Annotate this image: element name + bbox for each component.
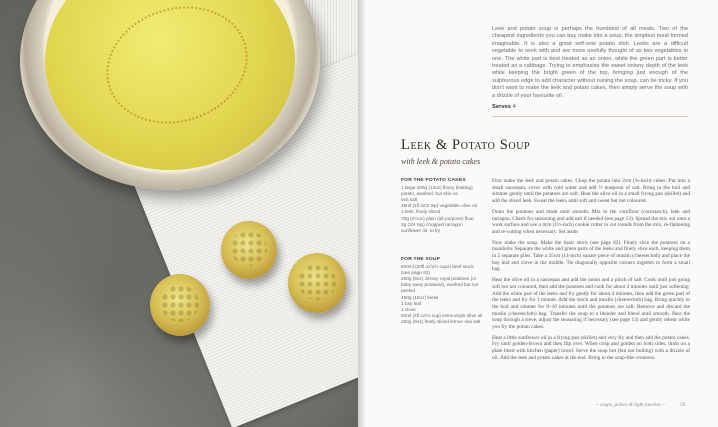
page-gutter (358, 0, 366, 427)
potato-cake (150, 274, 210, 336)
recipe-subtitle: with leek & potato cakes (401, 157, 481, 166)
method-text (492, 178, 690, 366)
ingredient-item: 25ml (1fl oz/2 tsp) vegetable olive oil (401, 203, 477, 209)
method-step: Heat a little sunflower oil in a frying pan (skillet) and very fry and then add the potato cakes. Fry until golden-brown and then flip over. When crisp and golden on both sides, drain on a plate lined with kitchen (paper) towel. Serve the soup hot (but not boiling) with a drizzle of oil. Add the leek and potato cakes at the end. Bring to the soup-like croutons. (492, 334, 690, 361)
page-number: 59 (680, 402, 686, 408)
potato-cake (221, 221, 277, 279)
ingredient-item: 2g (2/4 tsp) chopped tarragon (401, 221, 463, 227)
divider (492, 116, 688, 117)
ingredient-item: sunflower oil, to fry (401, 227, 441, 233)
recipe-title: Leek & Potato Soup (401, 137, 531, 153)
serves-value: 4 (512, 104, 516, 110)
ingredients-soup (401, 257, 484, 325)
serves-label: Serves (492, 104, 512, 110)
serves-line (492, 104, 516, 110)
intro-paragraph: Leek and potato soup is perhaps the humblest of all meals. Two of the cheapest ingredients you can buy make into a soup, the simplest meal formed imaginable. It is also a great self-sow potato dish. Leeks are a difficult vegetable to work with and are more usefully thought of as two vegetables in one. The white part is best treated as an onion, while the green part is better treated as a cabbage. Trying to emphasise the sweet oniony depth of the leek while keeping the bright green of the top, bringing just enough of the sulphurous edge to add character without ruining the soup, can be tricky. If you don't want to make the leek and potato cakes, then simply serve the soup with a drizzle of your favourite oil. (492, 26, 688, 99)
ingredient-item: 60ml (2fl oz/¼ cup) extra-virgin olive oil (401, 312, 483, 318)
method-step: First make the leek and potato cakes. Chop the potato into 2cm (¾-inch) cubes. Put into a small saucepan, cover with cold water and add ½ teaspoon of salt. Bring to the boil and simmer gently until the potatoes are soft. Heat the olive oil in a small frying pan (skillet) and add the sliced leek. Sweat the leeks until soft and sweet but not coloured. (492, 178, 690, 205)
method-step: Drain the potatoes and mash until smooth. Mix in the cornflour (cornstarch), leek and tarragon. Check for seasoning and add salt if needed (see page 13). Spread the mix out onto a work surface and use a 4cm (1½-inch) cookie cutter to cut rounds from the mix, re-flattening and re-cutting when necessary. Set aside. (492, 208, 690, 235)
ingredient-item: 450g (16oz) leeks (401, 294, 439, 300)
potato-cake (288, 253, 346, 313)
ingredient-heading: FOR THE POTATO CAKES (401, 178, 466, 183)
running-head: ~ soups, pulses & light lunches ~ (596, 402, 665, 408)
ingredient-item: 70g (2½oz) plain (all-purpose) flour (401, 215, 474, 221)
method-step: Heat the olive oil in a saucepan and add the onion and a pinch of salt. Cook until just going soft but not coloured, then add the potatoes and cook for about 4 minutes until just softening. Add the white part of the leeks and fry gently for about 4 minutes, then add the green part of the leeks and fry for 1 minute. Add the stock and muslin (cheesecloth) bag. Bring quickly to the boil and simmer for 8–10 minutes until the potatoes are soft. Remove and discard the muslin (cheesecloth) bag. Transfer the soup to a blender and blend until smooth. Pass the soup through a sieve, adjust the seasoning if necessary (see page 13) and gently reheat while you fry the potato cakes. (492, 277, 690, 331)
ingredient-item: 1 leek, finely sliced (401, 209, 441, 215)
method-step: Now make the soup. Make the basic stock (see page 82). Finely slice the potatoes on a mandolin. Separate the white and green parts of the leeks and finely slice each, keeping them in 2 separate piles. Take a 35cm (14-inch) square piece of muslin (cheesecloth) and place the bay leaf and clove in the middle. Tie diagonally opposite corners together to form a small bag. (492, 239, 690, 273)
ingredient-item: 600ml (20fl oz/2½ cups) beef stock (see page 82) (401, 264, 474, 276)
ingredient-item: 250g (9oz) finely sliced lemon sea salt (401, 318, 481, 324)
ingredient-heading: FOR THE SOUP (401, 257, 441, 262)
ingredient-item: sea salt (401, 197, 418, 203)
recipe-photo (0, 0, 358, 427)
ingredient-item: 250g (9oz) Jersey royal potatoes (or baby waxy potatoes), washed but not peeled (401, 276, 479, 294)
ingredient-item: 1 large 400g (14oz) floury (baking) potato, washed, but skin on (401, 185, 473, 197)
ingredient-item: 1 bay leaf (401, 300, 422, 306)
ingredients-potato-cakes (401, 178, 484, 234)
ingredient-item: 1 clove (401, 306, 416, 312)
